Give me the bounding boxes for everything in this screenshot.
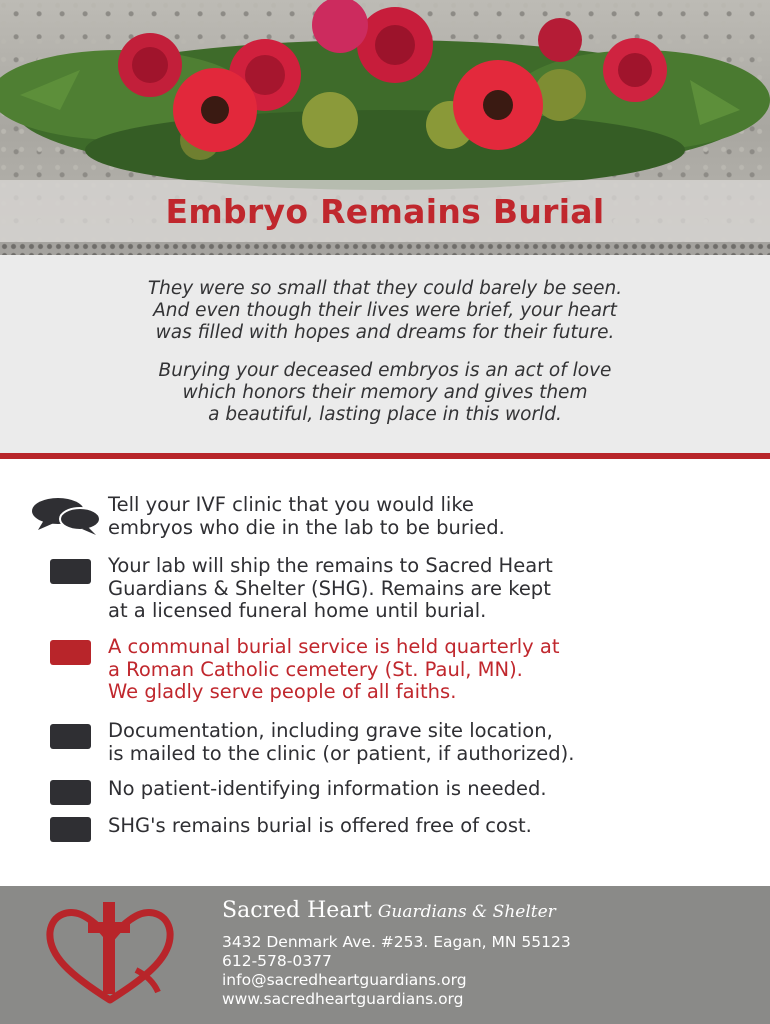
org-subtitle: Guardians & Shelter: [377, 902, 556, 922]
website-link[interactable]: www.sacredheartguardians.org: [222, 990, 464, 1008]
step-text: SHG's remains burial is offered free of cost.: [108, 814, 532, 837]
step-text: A communal burial service is held quarterly at a Roman Catholic cemetery (St. Paul, MN). We gladly serve people of all faiths.: [108, 635, 560, 703]
square-marker: [50, 817, 91, 842]
title-band: [0, 180, 770, 242]
square-marker: [50, 559, 91, 584]
intro-paragraph-1: They were so small that they could barely be seen. And even though their lives were brief, your heart was filled with hopes and dreams for their future.: [147, 278, 623, 343]
phone-text: 612-578-0377: [222, 952, 332, 970]
page-title: Embryo Remains Burial: [165, 191, 605, 231]
footer: [0, 886, 770, 1024]
step-text: Your lab will ship the remains to Sacred Heart Guardians & Shelter (SHG). Remains are kept at a licensed funeral home until burial.: [108, 554, 553, 622]
square-marker: [50, 780, 91, 805]
org-name: Sacred Heart: [222, 898, 372, 923]
email-link[interactable]: info@sacredheartguardians.org: [222, 971, 467, 989]
step-text: Tell your IVF clinic that you would like embryos who die in the lab to be buried.: [108, 493, 505, 539]
square-marker: [50, 640, 91, 665]
step-text: No patient-identifying information is needed.: [108, 777, 547, 800]
org-heading: [222, 898, 556, 923]
red-divider: [0, 453, 770, 459]
hero-photo: [0, 0, 770, 255]
address-text: 3432 Denmark Ave. #253. Eagan, MN 55123: [222, 933, 571, 951]
step-text: Documentation, including grave site location, is mailed to the clinic (or patient, if authorized).: [108, 719, 575, 765]
heart-cross-logo-icon: [40, 900, 180, 1010]
speech-bubbles-icon: [30, 496, 104, 538]
intro-paragraph-2: Burying your deceased embryos is an act of love which honors their memory and gives them a beautiful, lasting place in this world.: [158, 360, 612, 425]
stone-strip: [0, 242, 770, 255]
intro-section: [0, 255, 770, 453]
square-marker: [50, 724, 91, 749]
